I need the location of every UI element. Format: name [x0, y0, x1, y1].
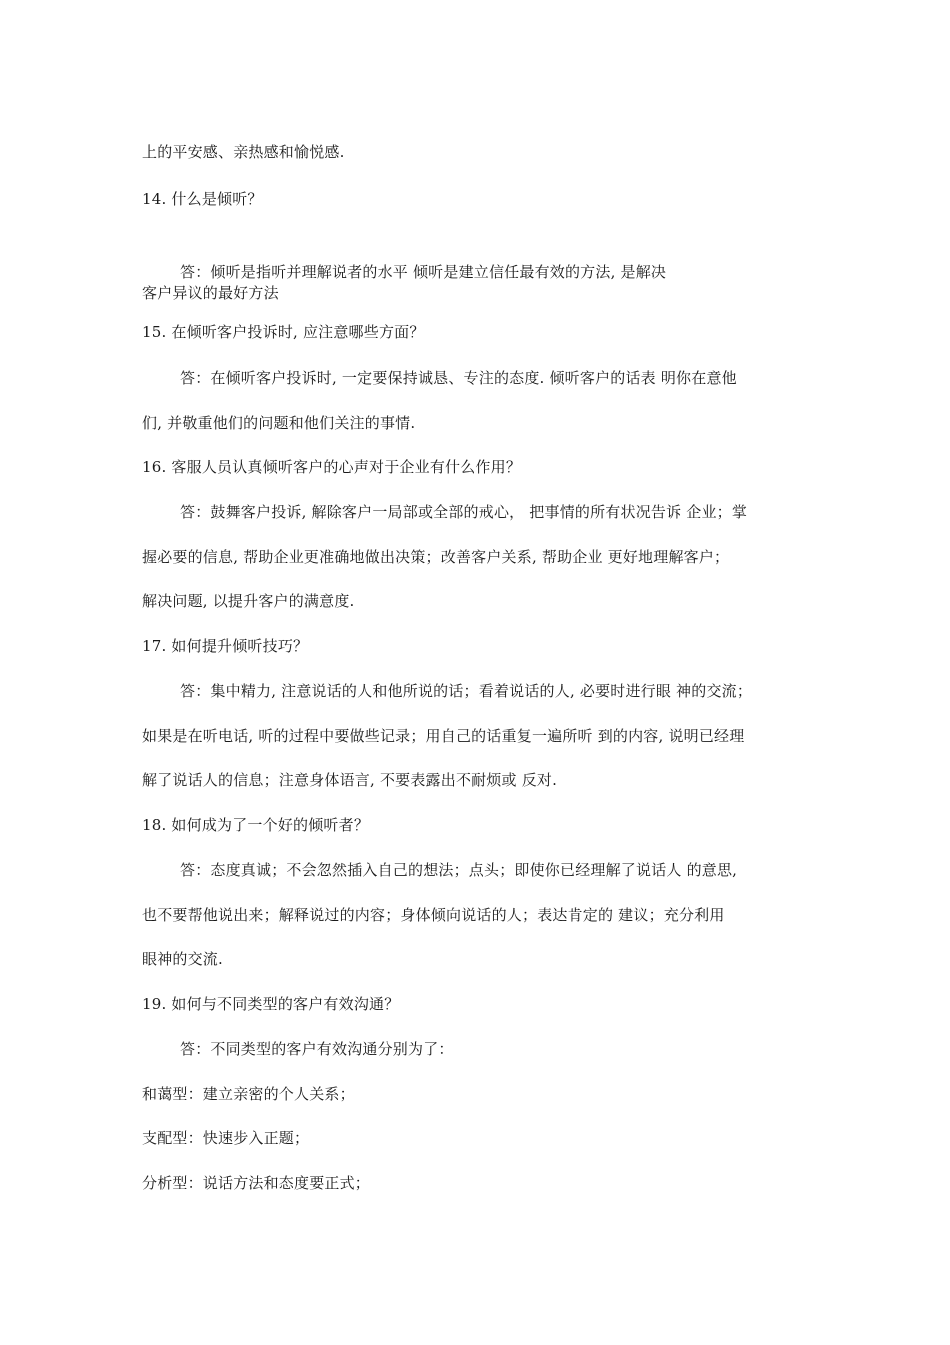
answer-line: 支配型：快速步入正题；	[142, 1129, 310, 1147]
answer-line: 如果是在听电话, 听的过程中要做些记录；用自己的话重复一遍所听 到的内容, 说明已经理	[142, 727, 745, 745]
question-heading: 19. 如何与不同类型的客户有效沟通？	[142, 995, 400, 1013]
answer-line: 和蔼型：建立亲密的个人关系；	[142, 1085, 355, 1103]
answer-line: 答：倾听是指听并理解说者的水平 倾听是建立信任最有效的方法, 是解决	[180, 263, 667, 281]
answer-line: 答：集中精力, 注意说话的人和他所说的话；看着说话的人, 必要时进行眼 神的交流；	[180, 682, 753, 700]
answer-line: 握必要的信息, 帮助企业更准确地做出决策；改善客户关系, 帮助企业 更好地理解客户；	[142, 548, 730, 566]
answer-line: 答：态度真诚；不会忽然插入自己的想法；点头；即使你已经理解了说话人 的意思,	[180, 861, 738, 879]
answer-line: 客户异议的最好方法	[142, 284, 279, 302]
answer-line: 解决问题, 以提升客户的满意度.	[142, 592, 355, 610]
question-heading: 17. 如何提升倾听技巧？	[142, 637, 309, 655]
question-heading: 16. 客服人员认真倾听客户的心声对于企业有什么作用？	[142, 458, 522, 476]
paragraph-line: 上的平安感、亲热感和愉悦感.	[142, 143, 345, 161]
question-heading: 14. 什么是倾听？	[142, 190, 263, 208]
question-heading: 18. 如何成为了一个好的倾听者？	[142, 816, 370, 834]
answer-line: 也不要帮他说出来；解释说过的内容；身体倾向说话的人；表达肯定的 建议；充分利用	[142, 906, 725, 924]
answer-line: 答：鼓舞客户投诉, 解除客户一局部或全部的戒心， 把事情的所有状况告诉 企业；掌	[180, 503, 748, 521]
answer-line: 们, 并敬重他们的问题和他们关注的事情.	[142, 414, 416, 432]
question-heading: 15. 在倾听客户投诉时, 应注意哪些方面？	[142, 323, 425, 341]
answer-line: 眼神的交流.	[142, 950, 223, 968]
answer-line: 答：不同类型的客户有效沟通分别为了：	[180, 1040, 454, 1058]
answer-line: 解了说话人的信息；注意身体语言, 不要表露出不耐烦或 反对.	[142, 771, 558, 789]
answer-line: 分析型：说话方法和态度要正式；	[142, 1174, 371, 1192]
answer-line: 答：在倾听客户投诉时, 一定要保持诚恳、专注的态度. 倾听客户的话表 明你在意他	[180, 369, 737, 387]
